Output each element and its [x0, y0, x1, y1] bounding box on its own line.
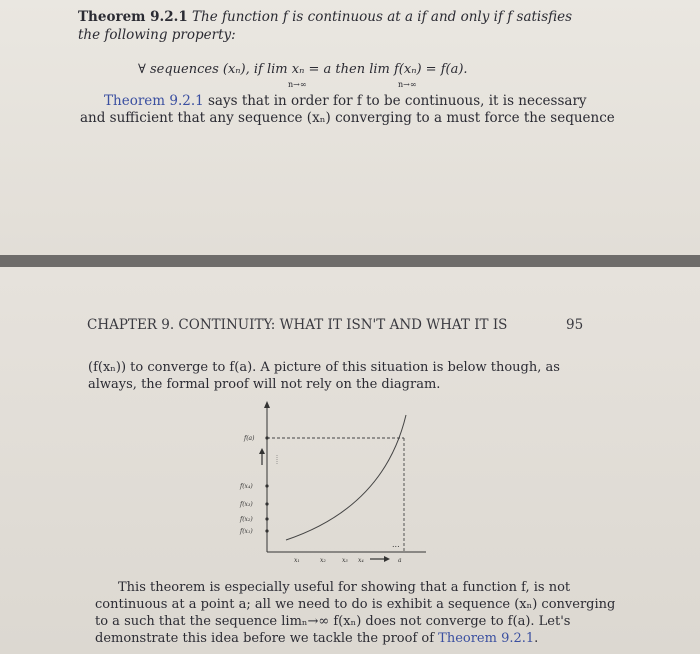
- y-label-fx3: f(x₃): [240, 501, 253, 508]
- intro-line-2: always, the formal proof will not rely on the diagram.: [88, 377, 441, 392]
- paragraph-text: says that in order for f to be continuous, it is necessary: [203, 93, 587, 109]
- y-label-fx2: f(x₂): [240, 516, 253, 523]
- x-arrowhead: [384, 556, 390, 562]
- limit-subscript-2: n→∞: [398, 80, 417, 89]
- theorem-reference-link-2[interactable]: Theorem 9.2.1: [438, 631, 535, 646]
- x-dots: ...: [392, 540, 400, 549]
- page-divider: [0, 255, 700, 267]
- point-fx1: [265, 529, 268, 532]
- paragraph-line-2: and sufficient that any sequence (xₙ) converging to a must force the sequence: [80, 110, 615, 126]
- x-label-a: a: [398, 557, 402, 564]
- top-page: [0, 0, 700, 255]
- paragraph2-line-4: [95, 631, 538, 647]
- y-label-fx4: f(x₄): [240, 483, 253, 490]
- y-label-fx1: f(x₁): [240, 528, 253, 535]
- paragraph2-line-3: to a such that the sequence limₙ→∞ f(xₙ) does not converge to f(a). Let's: [95, 614, 571, 629]
- theorem-formula: ∀ sequences (xₙ), if lim xₙ = a then lim f(xₙ) = f(a).: [138, 62, 468, 77]
- paragraph2-line-1: This theorem is especially useful for showing that a function f, is not: [118, 580, 571, 595]
- continuity-diagram: [234, 397, 434, 577]
- x-label-x4: x₄: [358, 557, 364, 564]
- x-label-x3: x₃: [342, 557, 348, 564]
- point-fx2: [265, 517, 268, 520]
- y-axis-arrowhead: [264, 401, 270, 408]
- limit-subscript-1: n→∞: [288, 80, 307, 89]
- page-number: 95: [566, 317, 584, 333]
- intro-line-1: (f(xₙ)) to converge to f(a). A picture of this situation is below though, as: [88, 360, 560, 375]
- point-fa: [265, 436, 268, 439]
- theorem-statement-line-2: the following property:: [78, 27, 236, 43]
- theorem-reference-link[interactable]: Theorem 9.2.1: [104, 93, 204, 109]
- theorem-text: The function f is continuous at a if and only if f satisfies: [192, 9, 573, 25]
- y-arrowhead: [259, 448, 265, 454]
- y-label-fa: f(a): [244, 435, 255, 442]
- x-label-x1: x₁: [294, 557, 300, 564]
- point-fx3: [265, 502, 268, 505]
- paragraph2-line-2: continuous at a point a; all we need to do is exhibit a sequence (xₙ) converging: [95, 597, 616, 612]
- x-label-x2: x₂: [320, 557, 326, 564]
- theorem-statement-line-1: [78, 9, 572, 25]
- bottom-page: [0, 267, 700, 654]
- theorem-label: Theorem 9.2.1: [78, 9, 188, 25]
- point-fx4: [265, 484, 268, 487]
- paragraph2-text: demonstrate this idea before we tackle the proof of: [95, 631, 439, 646]
- chapter-header: CHAPTER 9. CONTINUITY: WHAT IT ISN'T AND WHAT IT IS: [87, 317, 508, 333]
- function-curve: [286, 415, 406, 540]
- paragraph2-period: .: [534, 631, 539, 646]
- paragraph-line-1: [104, 93, 587, 109]
